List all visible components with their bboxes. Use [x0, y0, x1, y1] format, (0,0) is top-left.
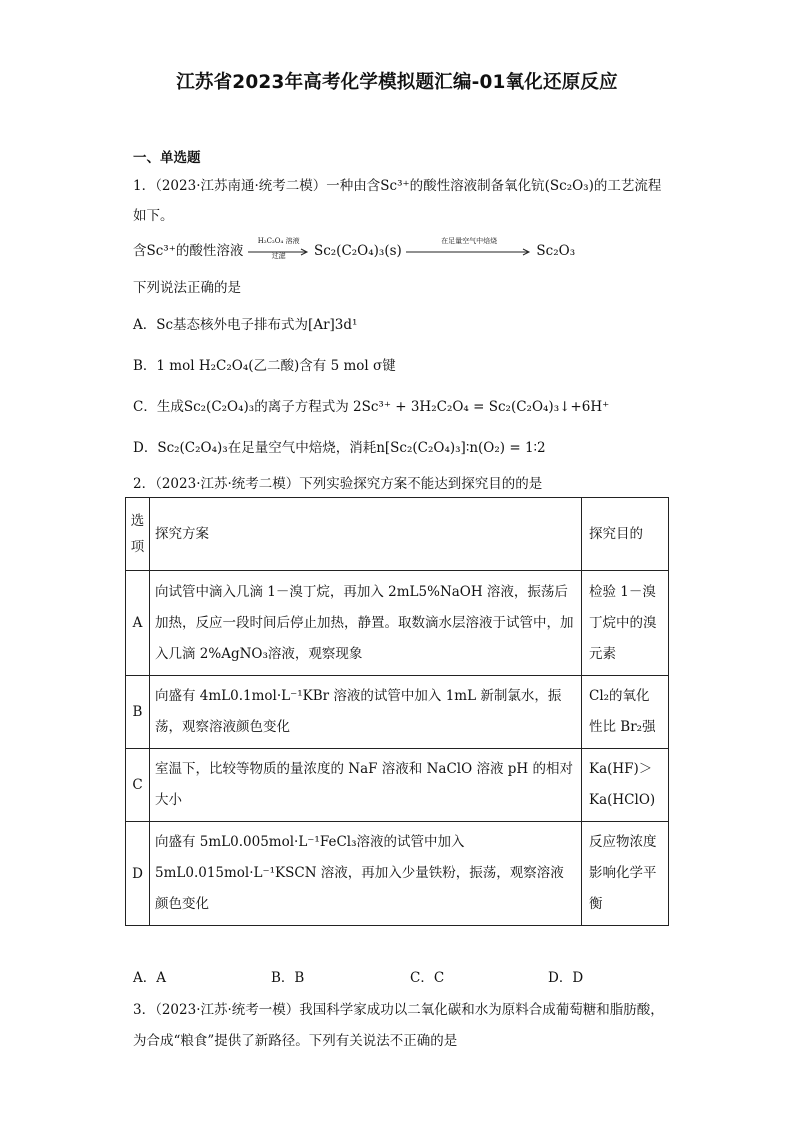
q2-stem: 2．（2023·江苏·统考二模）下列实验探究方案不能达到探究目的的是: [133, 476, 543, 492]
row-plan: 室温下，比较等物质的量浓度的 NaF 溶液和 NaClO 溶液 pH 的相对大小: [150, 749, 582, 822]
table-row: [126, 822, 669, 926]
arrow-right-icon: [406, 248, 532, 256]
q2-answer-a[interactable]: A．A: [133, 970, 166, 986]
arrow1-top-label: H₂C₂O₄ 溶液: [257, 236, 300, 245]
q1-prompt: 下列说法正确的是: [133, 280, 241, 296]
q1-flow-diagram: [133, 236, 576, 260]
arrow1-bottom-label: 过滤: [271, 251, 286, 260]
row-option: B: [126, 676, 150, 749]
row-goal: 检验 1－溴丁烷中的溴元素: [582, 571, 669, 676]
row-option: A: [126, 571, 150, 676]
flow-start: 含Sc³⁺的酸性溶液: [133, 243, 244, 259]
q1-option-d[interactable]: D．Sc₂(C₂O₄)₃在足量空气中焙烧，消耗n[Sc₂(C₂O₄)₃]∶n(O₂) = 1∶2: [133, 440, 546, 456]
row-goal: 反应物浓度影响化学平衡: [582, 822, 669, 926]
q3-stem-line2: 为合成“粮食”提供了新路径。下列有关说法不正确的是: [133, 1033, 458, 1049]
q2-answer-c[interactable]: C．C: [410, 970, 445, 986]
arrow2-top-label: 在足量空气中焙烧: [441, 236, 498, 245]
section-heading: 一、单选题: [133, 150, 201, 166]
row-goal: Cl₂的氧化性比 Br₂强: [582, 676, 669, 749]
flow-arrow-1: [248, 236, 310, 260]
table-row: [126, 571, 669, 676]
table-header-cell: 选项: [126, 498, 150, 571]
flow-mid: Sc₂(C₂O₄)₃(s): [313, 243, 402, 259]
q2-answer-d[interactable]: D．D: [548, 970, 584, 986]
row-plan: 向盛有 4mL0.1mol·L⁻¹KBr 溶液的试管中加入 1mL 新制氯水，振荡，观察溶液颜色变化: [150, 676, 582, 749]
table-row: [126, 749, 669, 822]
table-header-row: [126, 498, 669, 571]
flow-end: Sc₂O₃: [536, 243, 576, 259]
row-plan: 向盛有 5mL0.005mol·L⁻¹FeCl₃溶液的试管中加入 5mL0.015mol·L⁻¹KSCN 溶液，再加入少量铁粉，振荡，观察溶液颜色变化: [150, 822, 582, 926]
q1-option-b[interactable]: B．1 mol H₂C₂O₄(乙二酸)含有 5 mol σ键: [133, 358, 396, 374]
q1-option-c[interactable]: C．生成Sc₂(C₂O₄)₃的离子方程式为 2Sc³⁺ + 3H₂C₂O₄ = Sc₂(C₂O₄)₃↓+6H⁺: [133, 399, 610, 415]
flow-arrow-2: [406, 236, 532, 256]
q3-stem-line1: 3．（2023·江苏·统考一模）我国科学家成功以二氧化碳和水为原料合成葡萄糖和脂肪酸，: [133, 1002, 664, 1018]
page-title: 江苏省2023年高考化学模拟题汇编-01氧化还原反应: [176, 72, 618, 93]
row-goal: Ka(HF)＞Ka(HClO): [582, 749, 669, 822]
row-option: C: [126, 749, 150, 822]
q1-stem-line1: 1．（2023·江苏南通·统考二模）一种由含Sc³⁺的酸性溶液制备氧化钪(Sc₂O₃)的工艺流程: [133, 178, 662, 194]
q1-stem-line2: 如下。: [133, 208, 174, 224]
row-option: D: [126, 822, 150, 926]
table-header-cell: 探究方案: [150, 498, 582, 571]
table-header-cell: 探究目的: [582, 498, 669, 571]
q2-table: [125, 497, 669, 926]
q2-answer-b[interactable]: B．B: [271, 970, 305, 986]
row-plan: 向试管中滴入几滴 1－溴丁烷，再加入 2mL5%NaOH 溶液，振荡后加热，反应一段时间后停止加热，静置。取数滴水层溶液于试管中，加入几滴 2%AgNO₃溶液，观察现象: [150, 571, 582, 676]
table-row: [126, 676, 669, 749]
q1-option-a[interactable]: A．Sc基态核外电子排布式为[Ar]3d¹: [133, 317, 358, 333]
